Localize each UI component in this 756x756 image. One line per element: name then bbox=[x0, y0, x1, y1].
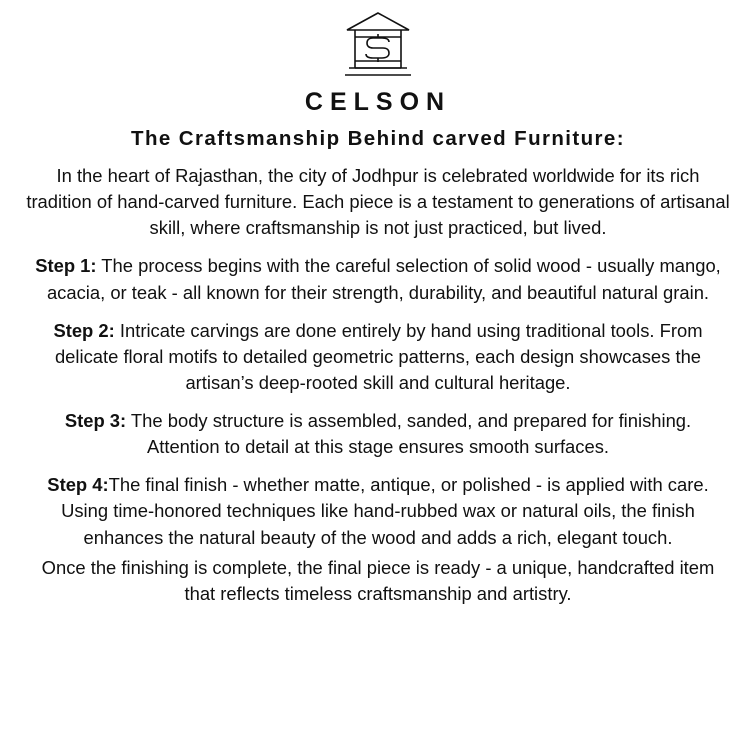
paragraph-intro-text: In the heart of Rajasthan, the city of Jodhpur is celebrated worldwide for its rich tradition of hand-carved furniture. Each piece is a testament to generations of artisanal skill, where craftsmanship is not just practiced, but lived. bbox=[26, 165, 730, 239]
closing-text: Once the finishing is complete, the final piece is ready - a unique, handcrafted item that reflects timeless craftsmanship and artistry. bbox=[41, 556, 715, 604]
paragraph-closing bbox=[28, 555, 728, 607]
paragraph-step-3 bbox=[28, 408, 728, 460]
step-4-label: Step 4: bbox=[47, 474, 109, 496]
celson-house-monogram-logo bbox=[335, 10, 421, 82]
step-2-text: Intricate carvings are done entirely by hand using traditional tools. From delicate floral motifs to detailed geometric patterns, each design showcases the artisan’s deep-rooted skill and cultural heritage. bbox=[54, 319, 703, 393]
step-4-text: The final finish - whether matte, antique, or polished - is applied with care. Using time-honored techniques like hand-rubbed wax or natural oils, the finish enhances the natural beauty of the wood and adds a rich, elegant touch. bbox=[61, 474, 709, 548]
paragraph-intro bbox=[22, 163, 734, 241]
step-1-text: The process begins with the careful selection of solid wood - usually mango, acacia, or teak - all known for their strength, durability, and beautiful natural grain. bbox=[46, 255, 721, 303]
step-2-label: Step 2: bbox=[53, 319, 115, 341]
step-3-text: The body structure is assembled, sanded, and prepared for finishing. Attention to detail at this stage ensures smooth surfaces. bbox=[126, 410, 692, 458]
paragraph-step-4 bbox=[22, 472, 734, 550]
paragraph-step-1 bbox=[22, 253, 734, 305]
step-3-label: Step 3: bbox=[64, 410, 127, 431]
brand-name: CELSON bbox=[304, 88, 452, 116]
paragraph-step-2 bbox=[22, 318, 734, 396]
step-1-label: Step 1: bbox=[35, 255, 97, 277]
page-title: The Craftsmanship Behind carved Furniture: bbox=[131, 127, 625, 150]
